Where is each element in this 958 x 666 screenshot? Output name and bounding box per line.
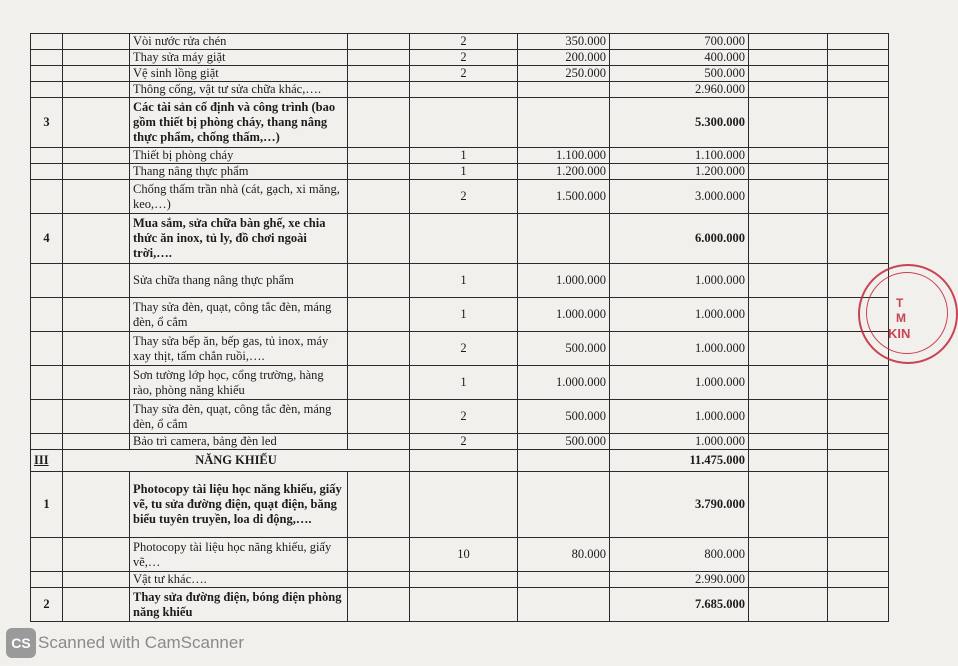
blank-cell: [63, 434, 130, 450]
amount-cell: 7.685.000: [610, 588, 749, 622]
amount-cell: 500.000: [610, 66, 749, 82]
amount-cell: 800.000: [610, 538, 749, 572]
blank-cell: [348, 214, 410, 264]
description-cell: Thay sửa đèn, quạt, công tắc đèn, máng đèn, ổ cắm: [130, 298, 348, 332]
qty-cell: 1: [410, 164, 518, 180]
row-number: [31, 82, 63, 98]
row-number: [31, 434, 63, 450]
stamp-text: KIN: [888, 326, 911, 341]
qty-cell: 2: [410, 332, 518, 366]
table-row: [31, 400, 889, 434]
note-cell: [749, 298, 828, 332]
qty-cell: 2: [410, 400, 518, 434]
note-cell: [749, 538, 828, 572]
blank-cell: [63, 332, 130, 366]
camscanner-watermark: [6, 627, 266, 659]
row-number: [31, 298, 63, 332]
table-row: [31, 50, 889, 66]
description-cell: Chống thấm trần nhà (cát, gạch, xi măng, keo,…): [130, 180, 348, 214]
qty-cell: [410, 98, 518, 148]
table-row: [31, 572, 889, 588]
blank-cell: [63, 366, 130, 400]
amount-cell: 3.790.000: [610, 472, 749, 538]
description-cell: Sơn tường lớp học, cổng trường, hàng rào, phòng năng khiếu: [130, 366, 348, 400]
price-cell: 500.000: [518, 434, 610, 450]
extra-cell: [828, 588, 889, 622]
extra-cell: [828, 34, 889, 50]
row-number: [31, 50, 63, 66]
note-cell: [749, 400, 828, 434]
note-cell: [749, 66, 828, 82]
table-row: [31, 148, 889, 164]
qty-cell: 2: [410, 50, 518, 66]
blank-cell: [63, 66, 130, 82]
blank-cell: [348, 366, 410, 400]
table-row: [31, 538, 889, 572]
row-number: 3: [31, 98, 63, 148]
note-cell: [749, 366, 828, 400]
amount-cell: 1.200.000: [610, 164, 749, 180]
price-cell: [518, 572, 610, 588]
blank-cell: [348, 50, 410, 66]
group-row: [31, 98, 889, 148]
note-cell: [749, 472, 828, 538]
blank-cell: [348, 264, 410, 298]
extra-cell: [828, 98, 889, 148]
blank-cell: [348, 34, 410, 50]
description-cell: Các tài sản cố định và công trình (bao gồm thiết bị phòng cháy, thang nâng thực phẩm, chống thấm,…): [130, 98, 348, 148]
blank-cell: [63, 98, 130, 148]
price-cell: 250.000: [518, 66, 610, 82]
row-number: 1: [31, 472, 63, 538]
blank-cell: [63, 588, 130, 622]
row-number: 4: [31, 214, 63, 264]
section-row: [31, 450, 889, 472]
price-cell: 80.000: [518, 538, 610, 572]
camscanner-logo-icon: CS: [6, 628, 36, 658]
blank-cell: [63, 164, 130, 180]
note-cell: [749, 572, 828, 588]
blank-cell: [63, 298, 130, 332]
table-row: [31, 164, 889, 180]
blank-cell: [348, 400, 410, 434]
note-cell: [749, 98, 828, 148]
row-number: 2: [31, 588, 63, 622]
row-number: [31, 34, 63, 50]
note-cell: [749, 588, 828, 622]
row-number: [31, 148, 63, 164]
price-cell: [518, 450, 610, 472]
description-cell: Vật tư khác….: [130, 572, 348, 588]
price-cell: 200.000: [518, 50, 610, 66]
blank-cell: [63, 400, 130, 434]
note-cell: [749, 214, 828, 264]
blank-cell: [348, 298, 410, 332]
blank-cell: [348, 164, 410, 180]
extra-cell: [828, 214, 889, 264]
note-cell: [749, 34, 828, 50]
description-cell: Vệ sinh lồng giặt: [130, 66, 348, 82]
row-number: [31, 66, 63, 82]
note-cell: [749, 50, 828, 66]
blank-cell: [348, 180, 410, 214]
price-cell: 350.000: [518, 34, 610, 50]
stamp-text: T: [896, 296, 904, 310]
blank-cell: [63, 214, 130, 264]
qty-cell: [410, 572, 518, 588]
qty-cell: [410, 214, 518, 264]
table-row: [31, 180, 889, 214]
amount-cell: 1.000.000: [610, 264, 749, 298]
stamp-inner-ring: [866, 272, 948, 354]
extra-cell: [828, 400, 889, 434]
extra-cell: [828, 366, 889, 400]
description-cell: Mua sắm, sửa chữa bàn ghế, xe chia thức ăn inox, tủ ly, đồ chơi ngoài trời,….: [130, 214, 348, 264]
group-row: [31, 214, 889, 264]
note-cell: [749, 434, 828, 450]
table-row: [31, 82, 889, 98]
table-row: [31, 366, 889, 400]
price-cell: 1.000.000: [518, 366, 610, 400]
price-cell: 1.000.000: [518, 264, 610, 298]
table-row: [31, 434, 889, 450]
description-cell: Thay sửa bếp ăn, bếp gas, tủ inox, máy xay thịt, tấm chắn ruồi,….: [130, 332, 348, 366]
description-cell: Bảo trì camera, bảng đèn led: [130, 434, 348, 450]
note-cell: [749, 264, 828, 298]
blank-cell: [63, 82, 130, 98]
note-cell: [749, 148, 828, 164]
description-cell: Thay sửa máy giặt: [130, 50, 348, 66]
extra-cell: [828, 538, 889, 572]
table-row: [31, 34, 889, 50]
official-stamp: [858, 264, 958, 364]
blank-cell: [348, 66, 410, 82]
price-cell: 1.100.000: [518, 148, 610, 164]
qty-cell: [410, 82, 518, 98]
note-cell: [749, 82, 828, 98]
price-cell: [518, 472, 610, 538]
blank-cell: [63, 148, 130, 164]
amount-cell: 400.000: [610, 50, 749, 66]
amount-cell: 1.000.000: [610, 366, 749, 400]
amount-cell: 1.000.000: [610, 332, 749, 366]
blank-cell: [348, 82, 410, 98]
amount-cell: 2.990.000: [610, 572, 749, 588]
table-row: [31, 66, 889, 82]
amount-cell: 1.100.000: [610, 148, 749, 164]
description-cell: Photocopy tài liệu học năng khiếu, giấy vẽ,…: [130, 538, 348, 572]
qty-cell: 2: [410, 434, 518, 450]
row-number: [31, 332, 63, 366]
blank-cell: [348, 572, 410, 588]
row-number: [31, 538, 63, 572]
amount-cell: 1.000.000: [610, 298, 749, 332]
group-row: [31, 588, 889, 622]
extra-cell: [828, 148, 889, 164]
description-cell: Thiết bị phòng cháy: [130, 148, 348, 164]
extra-cell: [828, 82, 889, 98]
blank-cell: [63, 34, 130, 50]
qty-cell: 2: [410, 66, 518, 82]
table-row: [31, 332, 889, 366]
blank-cell: [63, 572, 130, 588]
blank-cell: [63, 538, 130, 572]
blank-cell: [63, 264, 130, 298]
table-body: [31, 34, 889, 622]
price-cell: [518, 82, 610, 98]
blank-cell: [348, 472, 410, 538]
price-cell: 1.000.000: [518, 298, 610, 332]
watermark-text: Scanned with CamScanner: [38, 633, 245, 652]
blank-cell: [348, 332, 410, 366]
extra-cell: [828, 472, 889, 538]
qty-cell: 1: [410, 264, 518, 298]
blank-cell: [63, 472, 130, 538]
description-cell: Thông cống, vật tư sửa chữa khác,….: [130, 82, 348, 98]
row-number: [31, 572, 63, 588]
row-number: [31, 400, 63, 434]
blank-cell: [348, 538, 410, 572]
price-cell: [518, 214, 610, 264]
qty-cell: 1: [410, 148, 518, 164]
blank-cell: [348, 588, 410, 622]
row-number: [31, 366, 63, 400]
price-cell: 1.500.000: [518, 180, 610, 214]
qty-cell: 10: [410, 538, 518, 572]
blank-cell: [348, 434, 410, 450]
note-cell: [749, 180, 828, 214]
description-cell: Vòi nước rửa chén: [130, 34, 348, 50]
amount-cell: 700.000: [610, 34, 749, 50]
blank-cell: [63, 50, 130, 66]
qty-cell: [410, 472, 518, 538]
qty-cell: 1: [410, 298, 518, 332]
row-number: [31, 180, 63, 214]
blank-cell: [348, 98, 410, 148]
extra-cell: [828, 572, 889, 588]
price-cell: [518, 98, 610, 148]
table-row: [31, 264, 889, 298]
description-cell: Photocopy tài liệu học năng khiếu, giấy vẽ, tu sửa đường điện, quạt điện, băng biểu tuyên truyền, loa di động,….: [130, 472, 348, 538]
qty-cell: [410, 450, 518, 472]
extra-cell: [828, 50, 889, 66]
price-cell: [518, 588, 610, 622]
description-cell: Thang nâng thực phẩm: [130, 164, 348, 180]
amount-cell: 3.000.000: [610, 180, 749, 214]
description-cell: Thay sửa đèn, quạt, công tắc đèn, máng đèn, ổ cắm: [130, 400, 348, 434]
row-number: III: [31, 450, 63, 472]
qty-cell: [410, 588, 518, 622]
budget-table: [30, 33, 889, 622]
amount-cell: 11.475.000: [610, 450, 749, 472]
qty-cell: 1: [410, 366, 518, 400]
section-title: NĂNG KHIẾU: [63, 450, 410, 472]
extra-cell: [828, 180, 889, 214]
note-cell: [749, 450, 828, 472]
group-row: [31, 472, 889, 538]
blank-cell: [63, 180, 130, 214]
row-number: [31, 264, 63, 298]
note-cell: [749, 164, 828, 180]
price-cell: 500.000: [518, 332, 610, 366]
note-cell: [749, 332, 828, 366]
amount-cell: 2.960.000: [610, 82, 749, 98]
table-row: [31, 298, 889, 332]
amount-cell: 1.000.000: [610, 434, 749, 450]
amount-cell: 6.000.000: [610, 214, 749, 264]
extra-cell: [828, 66, 889, 82]
description-cell: Thay sửa đường điện, bóng điện phòng năng khiếu: [130, 588, 348, 622]
qty-cell: 2: [410, 34, 518, 50]
amount-cell: 1.000.000: [610, 400, 749, 434]
stamp-text: M: [896, 311, 906, 325]
blank-cell: [348, 148, 410, 164]
qty-cell: 2: [410, 180, 518, 214]
price-cell: 500.000: [518, 400, 610, 434]
price-cell: 1.200.000: [518, 164, 610, 180]
extra-cell: [828, 164, 889, 180]
extra-cell: [828, 434, 889, 450]
amount-cell: 5.300.000: [610, 98, 749, 148]
row-number: [31, 164, 63, 180]
extra-cell: [828, 450, 889, 472]
description-cell: Sửa chữa thang nâng thực phẩm: [130, 264, 348, 298]
